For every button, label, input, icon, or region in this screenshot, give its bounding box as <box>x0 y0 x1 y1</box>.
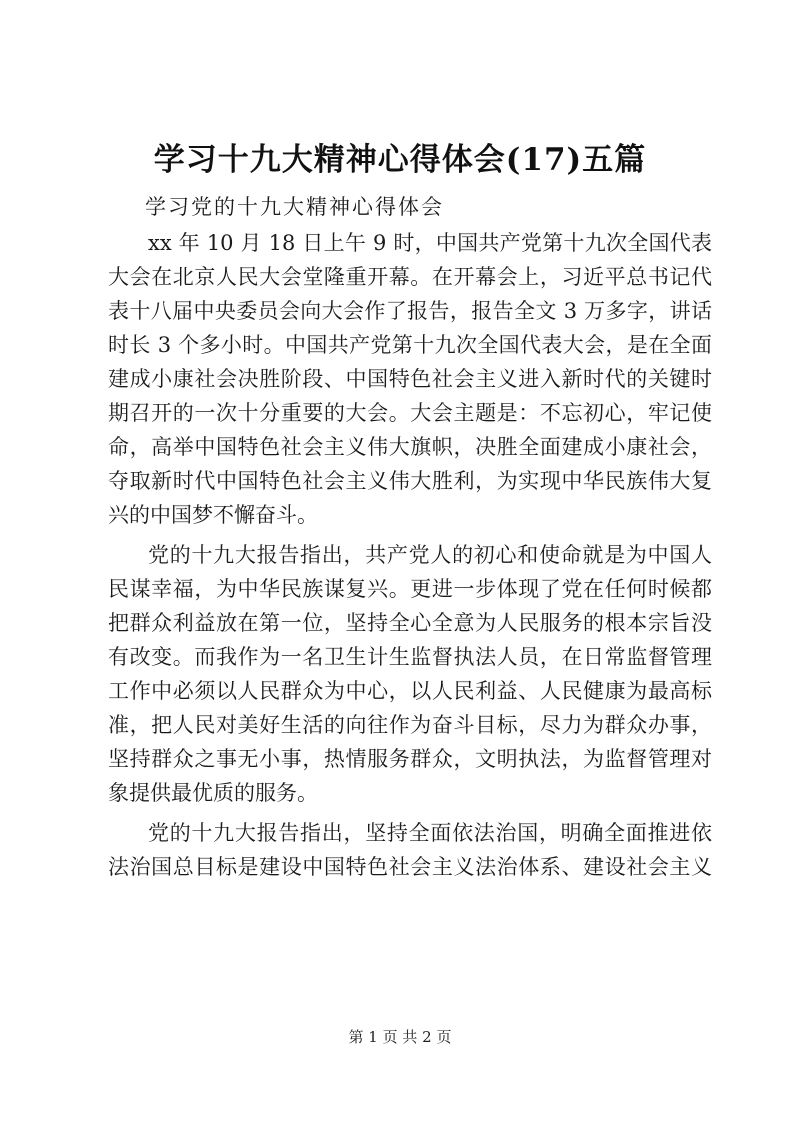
text-line: 工作中必须以人民群众为中心，以人民利益、人民健康为最高标 <box>108 679 712 703</box>
paragraph-2 <box>108 538 712 810</box>
text-line: 期召开的一次十分重要的大会。大会主题是：不忘初心，牢记使 <box>108 401 712 425</box>
text-line: 坚持群众之事无小事，热情服务群众，文明执法，为监督管理对 <box>108 747 712 771</box>
paragraph-1 <box>108 226 712 532</box>
text-line: 党的十九大报告指出，共产党人的初心和使命就是为中国人 <box>148 543 712 567</box>
document-title: 学习十九大精神心得体会(17)五篇 <box>153 142 647 178</box>
document-body <box>108 226 712 890</box>
text-line: 把群众利益放在第一位，坚持全心全意为人民服务的根本宗旨没 <box>108 611 712 635</box>
text-line: 建成小康社会决胜阶段、中国特色社会主义进入新时代的关键时 <box>108 367 712 391</box>
text-line: 时长 3 个多小时。中国共产党第十九次全国代表大会，是在全面 <box>108 333 712 357</box>
text-line: 命，高举中国特色社会主义伟大旗帜，决胜全面建成小康社会， <box>108 435 712 459</box>
text-line: 准，把人民对美好生活的向往作为奋斗目标，尽力为群众办事， <box>108 713 712 737</box>
text-line: 夺取新时代中国特色社会主义伟大胜利，为实现中华民族伟大复 <box>108 469 712 493</box>
text-line: 兴的中国梦不懈奋斗。 <box>108 503 318 527</box>
text-line: 有改变。而我作为一名卫生计生监督执法人员，在日常监督管理 <box>108 645 712 669</box>
text-line: xx 年 10 月 18 日上午 9 时，中国共产党第十九次全国代表 <box>148 231 712 255</box>
text-line: 党的十九大报告指出，坚持全面依法治国，明确全面推进依 <box>148 821 712 845</box>
text-line: 表十八届中央委员会向大会作了报告，报告全文 3 万多字，讲话 <box>108 299 712 323</box>
document-subtitle: 学习党的十九大精神心得体会 <box>145 195 444 219</box>
text-line: 象提供最优质的服务。 <box>108 781 318 805</box>
text-line: 法治国总目标是建设中国特色社会主义法治体系、建设社会主义 <box>108 855 712 879</box>
page-number-footer: 第 1 页 共 2 页 <box>348 1028 452 1046</box>
paragraph-3 <box>108 816 712 884</box>
text-line: 大会在北京人民大会堂隆重开幕。在开幕会上，习近平总书记代 <box>108 265 712 289</box>
text-line: 民谋幸福，为中华民族谋复兴。更进一步体现了党在任何时候都 <box>108 577 712 601</box>
